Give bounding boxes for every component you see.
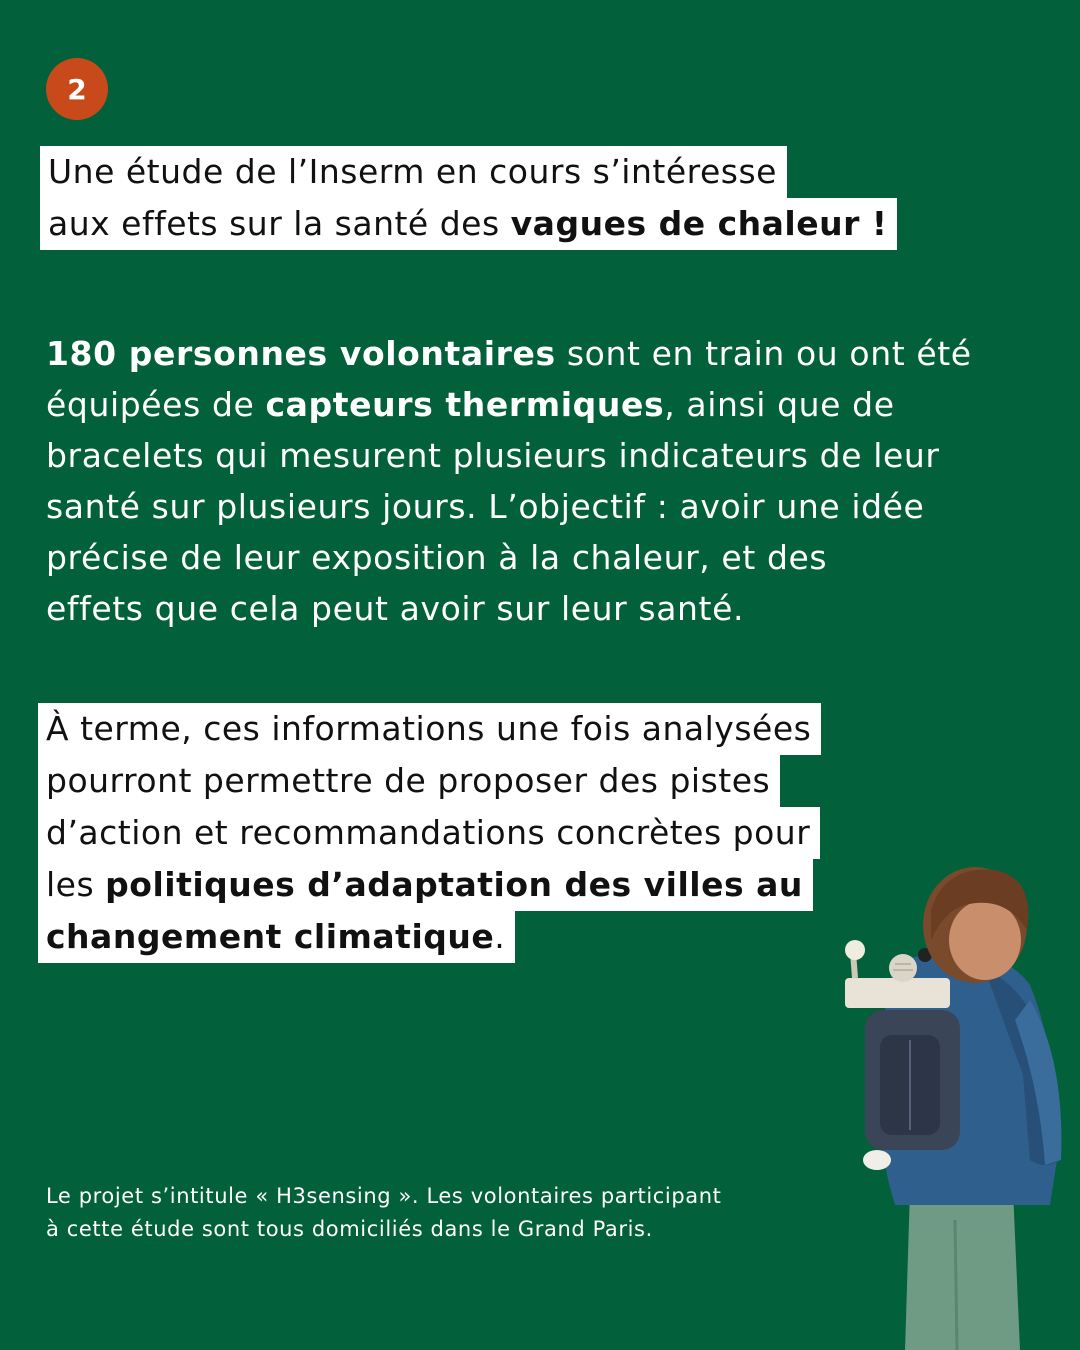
intro-highlight — [40, 146, 897, 250]
main-paragraph — [46, 328, 1046, 634]
paragraph-line-1-text: sont en train ou ont été — [555, 334, 972, 373]
conclusion-line-5 — [38, 911, 515, 963]
conclusion-line-4-prefix: les — [46, 865, 106, 904]
paragraph-line-1 — [46, 328, 1046, 379]
conclusion-line-2: pourront permettre de proposer des pistes — [38, 755, 780, 807]
conclusion-highlight — [38, 703, 821, 963]
footnote-line-1: Le projet s’intitule « H3sensing ». Les volontaires participant — [46, 1184, 722, 1208]
conclusion-line-4 — [38, 859, 813, 911]
footnote-line-2: à cette étude sont tous domiciliés dans le Grand Paris. — [46, 1217, 653, 1241]
paragraph-line-5: précise de leur exposition à la chaleur, et des — [46, 538, 828, 577]
conclusion-line-3: d’action et recommandations concrètes pour — [38, 807, 820, 859]
thermal-sensors: capteurs thermiques — [265, 385, 665, 424]
paragraph-line-2 — [46, 379, 1046, 430]
conclusion-line-1: À terme, ces informations une fois analysées — [38, 703, 821, 755]
paragraph-line-3: bracelets qui mesurent plusieurs indicateurs de leur — [46, 436, 940, 475]
intro-line-1: Une étude de l’Inserm en cours s’intéresse — [40, 146, 787, 198]
intro-line-2-text: aux effets sur la santé des — [48, 204, 511, 243]
paragraph-line-4: santé sur plusieurs jours. L’objectif : avoir une idée — [46, 487, 925, 526]
paragraph-line-2-prefix: équipées de — [46, 385, 266, 424]
city-adaptation-policies: politiques d’adaptation des villes au — [105, 865, 803, 904]
step-number-badge — [46, 58, 108, 120]
volunteer-with-sensor-photo — [835, 860, 1080, 1350]
intro-bold-heatwaves: vagues de chaleur ! — [510, 204, 888, 243]
paragraph-line-6: effets que cela peut avoir sur leur santé. — [46, 589, 745, 628]
paragraph-line-2-rest: , ainsi que de — [664, 385, 895, 424]
step-number: 2 — [67, 72, 87, 106]
footnote — [46, 1180, 721, 1246]
volunteers-count: 180 personnes volontaires — [46, 334, 556, 373]
conclusion-period: . — [494, 917, 506, 956]
intro-line-2 — [40, 198, 897, 250]
climate-change: changement climatique — [46, 917, 495, 956]
